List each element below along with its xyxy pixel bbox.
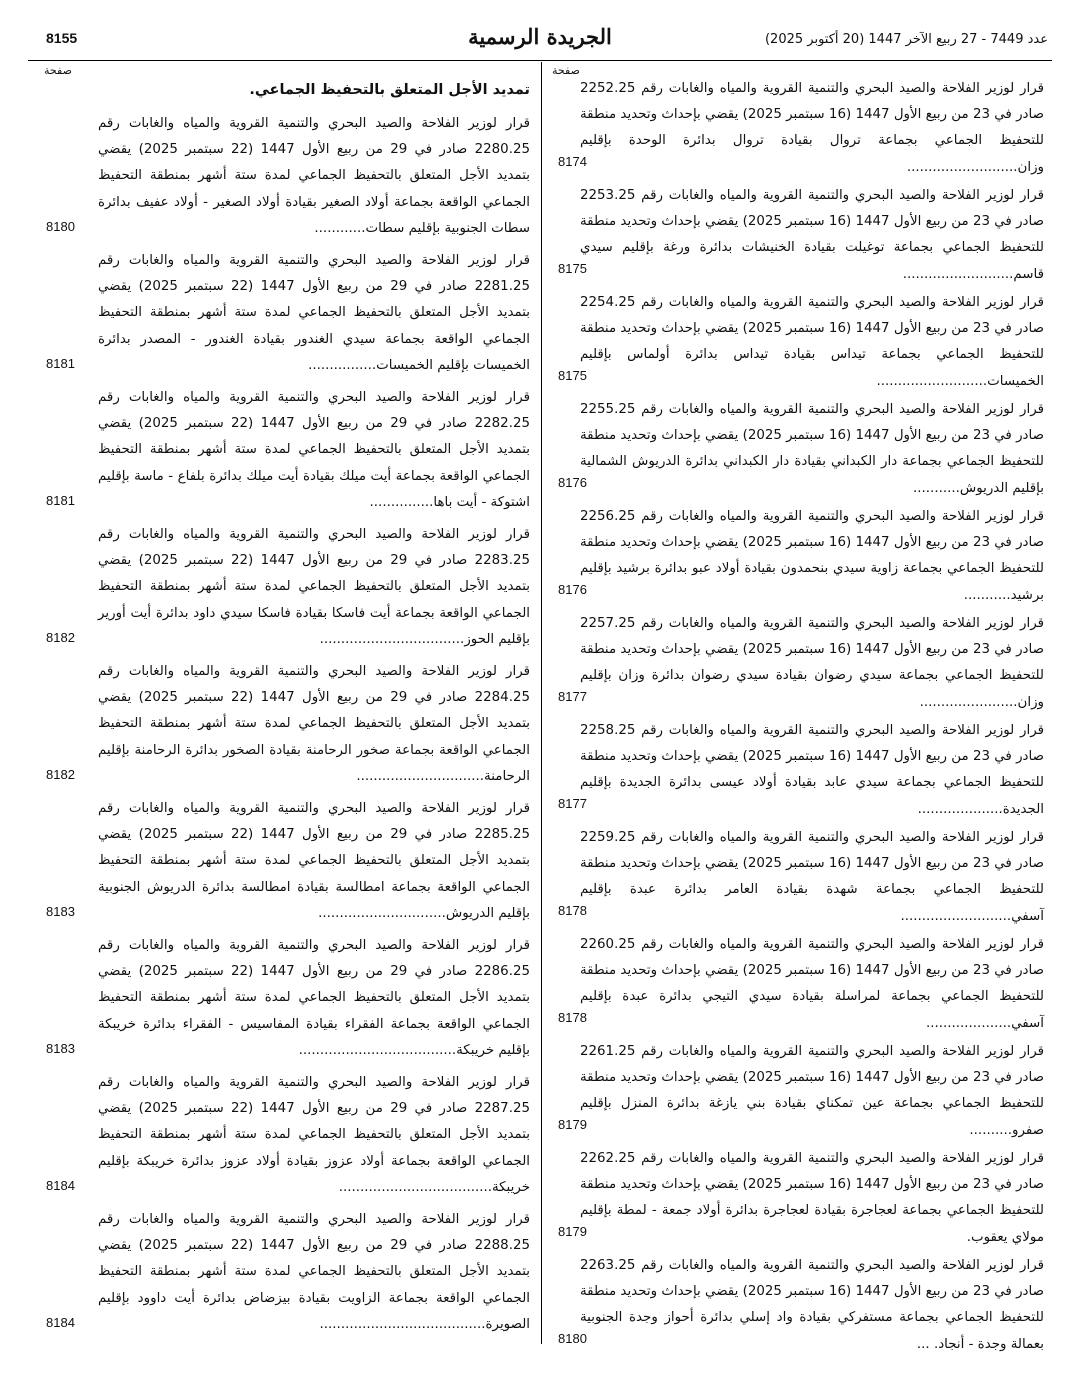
- entry-page-number: 8177: [558, 689, 587, 704]
- list-item: [548, 825, 1044, 932]
- entry-page-number: 8179: [558, 1117, 587, 1132]
- entry-page-number: 8175: [558, 261, 587, 276]
- section-title: تمديد الأجل المتعلق بالتحفيظ الجماعي.: [249, 82, 530, 98]
- list-item: [548, 1146, 1044, 1253]
- entry-text: قرار لوزير الفلاحة والصيد البحري والتنمية القروية والمياه والغابات رقم 2260.25 صادر في 23 من ربيع الأول 1447 (16 سبتمبر 2025) يقضي بإحداث وتحديد منطقة للتحفيظ الجماعي بجماعة لمراسلة بقيادة سيدي التيجي بدائرة عبدة بإقليم آسفي....................: [580, 937, 1044, 1031]
- entry-page-number: 8176: [558, 582, 587, 597]
- list-item: [36, 933, 538, 1070]
- entry-page-number: 8183: [46, 904, 75, 919]
- entry-text: قرار لوزير الفلاحة والصيد البحري والتنمية القروية والمياه والغابات رقم 2286.25 صادر في 29 من ربيع الأول 1447 (22 سبتمبر 2025) يقضي بتمديد الأجل المتعلق بالتحفيظ الجماعي لمدة ستة أشهر بمنطقة التحفيظ الجماعي الواقعة بجماعة الفقراء بقيادة المفاسيس - الفقراء بدائرة خريبكة بإقليم خريبكة.....................................: [98, 938, 530, 1058]
- list-item: [36, 111, 538, 248]
- list-item: [36, 796, 538, 933]
- left-entries-list: [36, 111, 538, 1344]
- entry-page-number: 8180: [46, 219, 75, 234]
- entry-text: قرار لوزير الفلاحة والصيد البحري والتنمية القروية والمياه والغابات رقم 2255.25 صادر في 23 من ربيع الأول 1447 (16 سبتمبر 2025) يقضي بإحداث وتحديد منطقة للتحفيظ الجماعي بجماعة دار الكبداني بقيادة دار الكبداني بدائرة الدريوش الشمالية بإقليم الدريوش...........: [580, 402, 1044, 496]
- list-item: [548, 611, 1044, 718]
- entry-text: قرار لوزير الفلاحة والصيد البحري والتنمية القروية والمياه والغابات رقم 2263.25 صادر في 23 من ربيع الأول 1447 (16 سبتمبر 2025) يقضي بإحداث وتحديد منطقة للتحفيظ الجماعي بجماعة مستفركي بقيادة واد إسلي بدائرة أحواز وجدة الجنوبية بعمالة وجدة - أنجاد. ...: [580, 1258, 1044, 1352]
- entry-text: قرار لوزير الفلاحة والصيد البحري والتنمية القروية والمياه والغابات رقم 2284.25 صادر في 29 من ربيع الأول 1447 (22 سبتمبر 2025) يقضي بتمديد الأجل المتعلق بالتحفيظ الجماعي لمدة ستة أشهر بمنطقة التحفيظ الجماعي الواقعة بجماعة صخور الرحامنة بقيادة الصخور بدائرة الرحامنة بإقليم الرحامنة..............................: [98, 664, 530, 784]
- list-item: [548, 1253, 1044, 1360]
- list-item: [548, 504, 1044, 611]
- entry-page-number: 8174: [558, 154, 587, 169]
- entry-page-number: 8184: [46, 1178, 75, 1193]
- page-header: [28, 22, 1052, 60]
- right-entries-list: [548, 76, 1044, 1360]
- entry-page-number: 8176: [558, 475, 587, 490]
- list-item: [36, 248, 538, 385]
- entry-text: قرار لوزير الفلاحة والصيد البحري والتنمية القروية والمياه والغابات رقم 2262.25 صادر في 23 من ربيع الأول 1447 (16 سبتمبر 2025) يقضي بإحداث وتحديد منطقة للتحفيظ الجماعي بجماعة لعجاجرة بقيادة لعجاجرة بدائرة أولاد جمعة - لمطة بإقليم مولاي يعقوب.: [580, 1151, 1044, 1245]
- page-column-label: صفحة: [44, 64, 72, 77]
- page-column-label: صفحة: [552, 64, 580, 77]
- entry-text: قرار لوزير الفلاحة والصيد البحري والتنمية القروية والمياه والغابات رقم 2261.25 صادر في 23 من ربيع الأول 1447 (16 سبتمبر 2025) يقضي بإحداث وتحديد منطقة للتحفيظ الجماعي بجماعة عين تمكناي بقيادة بني يازغة بدائرة المنزل بإقليم صفرو..........: [580, 1044, 1044, 1138]
- list-item: [548, 718, 1044, 825]
- journal-title: الجريدة الرسمية: [468, 24, 612, 49]
- entry-page-number: 8184: [46, 1315, 75, 1330]
- entry-page-number: 8183: [46, 1041, 75, 1056]
- list-item: [548, 932, 1044, 1039]
- list-item: [36, 385, 538, 522]
- entry-page-number: 8181: [46, 356, 75, 371]
- header-divider: [28, 60, 1052, 61]
- entry-page-number: 8178: [558, 1010, 587, 1025]
- entry-text: قرار لوزير الفلاحة والصيد البحري والتنمية القروية والمياه والغابات رقم 2280.25 صادر في 29 من ربيع الأول 1447 (22 سبتمبر 2025) يقضي بتمديد الأجل المتعلق بالتحفيظ الجماعي لمدة ستة أشهر بمنطقة التحفيظ الجماعي الواقعة بجماعة أولاد الصغير بقيادة أولاد الصغير - أولاد عفيف بدائرة سطات الجنوبية بإقليم سطات............: [98, 116, 530, 236]
- entry-page-number: 8182: [46, 630, 75, 645]
- list-item: [36, 1070, 538, 1207]
- entry-text: قرار لوزير الفلاحة والصيد البحري والتنمية القروية والمياه والغابات رقم 2288.25 صادر في 29 من ربيع الأول 1447 (22 سبتمبر 2025) يقضي بتمديد الأجل المتعلق بالتحفيظ الجماعي لمدة ستة أشهر بمنطقة التحفيظ الجماعي الواقعة بجماعة الزاويت بقيادة بيزضاض بدائرة أيت داوود بإقليم الصويرة.......................................: [98, 1212, 530, 1332]
- entry-text: قرار لوزير الفلاحة والصيد البحري والتنمية القروية والمياه والغابات رقم 2285.25 صادر في 29 من ربيع الأول 1447 (22 سبتمبر 2025) يقضي بتمديد الأجل المتعلق بالتحفيظ الجماعي لمدة ستة أشهر بمنطقة التحفيظ الجماعي الواقعة بجماعة امطالسة بقيادة امطالسة بدائرة الدريوش الجنوبية بإقليم الدريوش..............................: [98, 801, 530, 921]
- entry-text: قرار لوزير الفلاحة والصيد البحري والتنمية القروية والمياه والغابات رقم 2253.25 صادر في 23 من ربيع الأول 1447 (16 سبتمبر 2025) يقضي بإحداث وتحديد منطقة للتحفيظ الجماعي بجماعة توغيلت بقيادة الخنيشات بدائرة ورغة بإقليم سيدي قاسم..........................: [580, 188, 1044, 282]
- entry-page-number: 8179: [558, 1224, 587, 1239]
- entry-page-number: 8175: [558, 368, 587, 383]
- entry-text: قرار لوزير الفلاحة والصيد البحري والتنمية القروية والمياه والغابات رقم 2256.25 صادر في 23 من ربيع الأول 1447 (16 سبتمبر 2025) يقضي بإحداث وتحديد منطقة للتحفيظ الجماعي بجماعة زاوية سيدي بنحمدون بقيادة أولاد عبو بدائرة برشيد بإقليم برشيد...........: [580, 509, 1044, 603]
- list-item: [548, 397, 1044, 504]
- page-number: 8155: [46, 30, 78, 46]
- entry-page-number: 8178: [558, 903, 587, 918]
- entry-text: قرار لوزير الفلاحة والصيد البحري والتنمية القروية والمياه والغابات رقم 2254.25 صادر في 23 من ربيع الأول 1447 (16 سبتمبر 2025) يقضي بإحداث وتحديد منطقة للتحفيظ الجماعي بجماعة تيداس بقيادة تيداس بدائرة أولماس بإقليم الخميسات..........................: [580, 295, 1044, 389]
- list-item: [36, 522, 538, 659]
- list-item: [548, 290, 1044, 397]
- entry-text: قرار لوزير الفلاحة والصيد البحري والتنمية القروية والمياه والغابات رقم 2287.25 صادر في 29 من ربيع الأول 1447 (22 سبتمبر 2025) يقضي بتمديد الأجل المتعلق بالتحفيظ الجماعي لمدة ستة أشهر بمنطقة التحفيظ الجماعي الواقعة بجماعة أولاد عزوز بقيادة أولاد عزوز بدائرة خريبكة بإقليم خريبكة....................................: [98, 1075, 530, 1195]
- entry-text: قرار لوزير الفلاحة والصيد البحري والتنمية القروية والمياه والغابات رقم 2257.25 صادر في 23 من ربيع الأول 1447 (16 سبتمبر 2025) يقضي بإحداث وتحديد منطقة للتحفيظ الجماعي بجماعة سيدي رضوان بقيادة سيدي رضوان بدائرة وزان بإقليم وزان.......................: [580, 616, 1044, 710]
- list-item: [36, 1207, 538, 1344]
- entry-text: قرار لوزير الفلاحة والصيد البحري والتنمية القروية والمياه والغابات رقم 2283.25 صادر في 29 من ربيع الأول 1447 (22 سبتمبر 2025) يقضي بتمديد الأجل المتعلق بالتحفيظ الجماعي لمدة ستة أشهر بمنطقة التحفيظ الجماعي الواقعة بجماعة أيت فاسكا بقيادة فاسكا سيدي داود بدائرة أيت أورير بإقليم الحوز..................................: [98, 527, 530, 647]
- entry-text: قرار لوزير الفلاحة والصيد البحري والتنمية القروية والمياه والغابات رقم 2258.25 صادر في 23 من ربيع الأول 1447 (16 سبتمبر 2025) يقضي بإحداث وتحديد منطقة للتحفيظ الجماعي بجماعة سيدي عابد بقيادة أولاد عيسى بدائرة الجديدة بإقليم الجديدة....................: [580, 723, 1044, 817]
- entry-page-number: 8177: [558, 796, 587, 811]
- entry-text: قرار لوزير الفلاحة والصيد البحري والتنمية القروية والمياه والغابات رقم 2281.25 صادر في 29 من ربيع الأول 1447 (22 سبتمبر 2025) يقضي بتمديد الأجل المتعلق بالتحفيظ الجماعي لمدة ستة أشهر بمنطقة التحفيظ الجماعي الواقعة بجماعة سيدي الغندور بقيادة الغندور - المصدر بدائرة الخميسات بإقليم الخميسات................: [98, 253, 530, 373]
- list-item: [548, 1039, 1044, 1146]
- column-divider: [541, 62, 542, 1344]
- entry-page-number: 8180: [558, 1331, 587, 1346]
- issue-info: عدد 7449 - 27 ربيع الآخر 1447 (20 أكتوبر 2025): [764, 32, 1048, 47]
- list-item: [548, 76, 1044, 183]
- entry-page-number: 8182: [46, 767, 75, 782]
- entry-text: قرار لوزير الفلاحة والصيد البحري والتنمية القروية والمياه والغابات رقم 2259.25 صادر في 23 من ربيع الأول 1447 (16 سبتمبر 2025) يقضي بإحداث وتحديد منطقة للتحفيظ الجماعي بجماعة شهدة بقيادة العامر بدائرة عبدة بإقليم آسفي..........................: [580, 830, 1044, 924]
- list-item: [36, 659, 538, 796]
- entry-text: قرار لوزير الفلاحة والصيد البحري والتنمية القروية والمياه والغابات رقم 2252.25 صادر في 23 من ربيع الأول 1447 (16 سبتمبر 2025) يقضي بإحداث وتحديد منطقة للتحفيظ الجماعي بجماعة تروال بقيادة تروال بدائرة الوحدة بإقليم وزان..........................: [580, 81, 1044, 175]
- list-item: [548, 183, 1044, 290]
- entry-page-number: 8181: [46, 493, 75, 508]
- entry-text: قرار لوزير الفلاحة والصيد البحري والتنمية القروية والمياه والغابات رقم 2282.25 صادر في 29 من ربيع الأول 1447 (22 سبتمبر 2025) يقضي بتمديد الأجل المتعلق بالتحفيظ الجماعي لمدة ستة أشهر بمنطقة التحفيظ الجماعي الواقعة بجماعة أيت ميلك بقيادة أيت ميلك بدائرة بلفاع - ماسة بإقليم اشتوكة - أيت باها...............: [98, 390, 530, 510]
